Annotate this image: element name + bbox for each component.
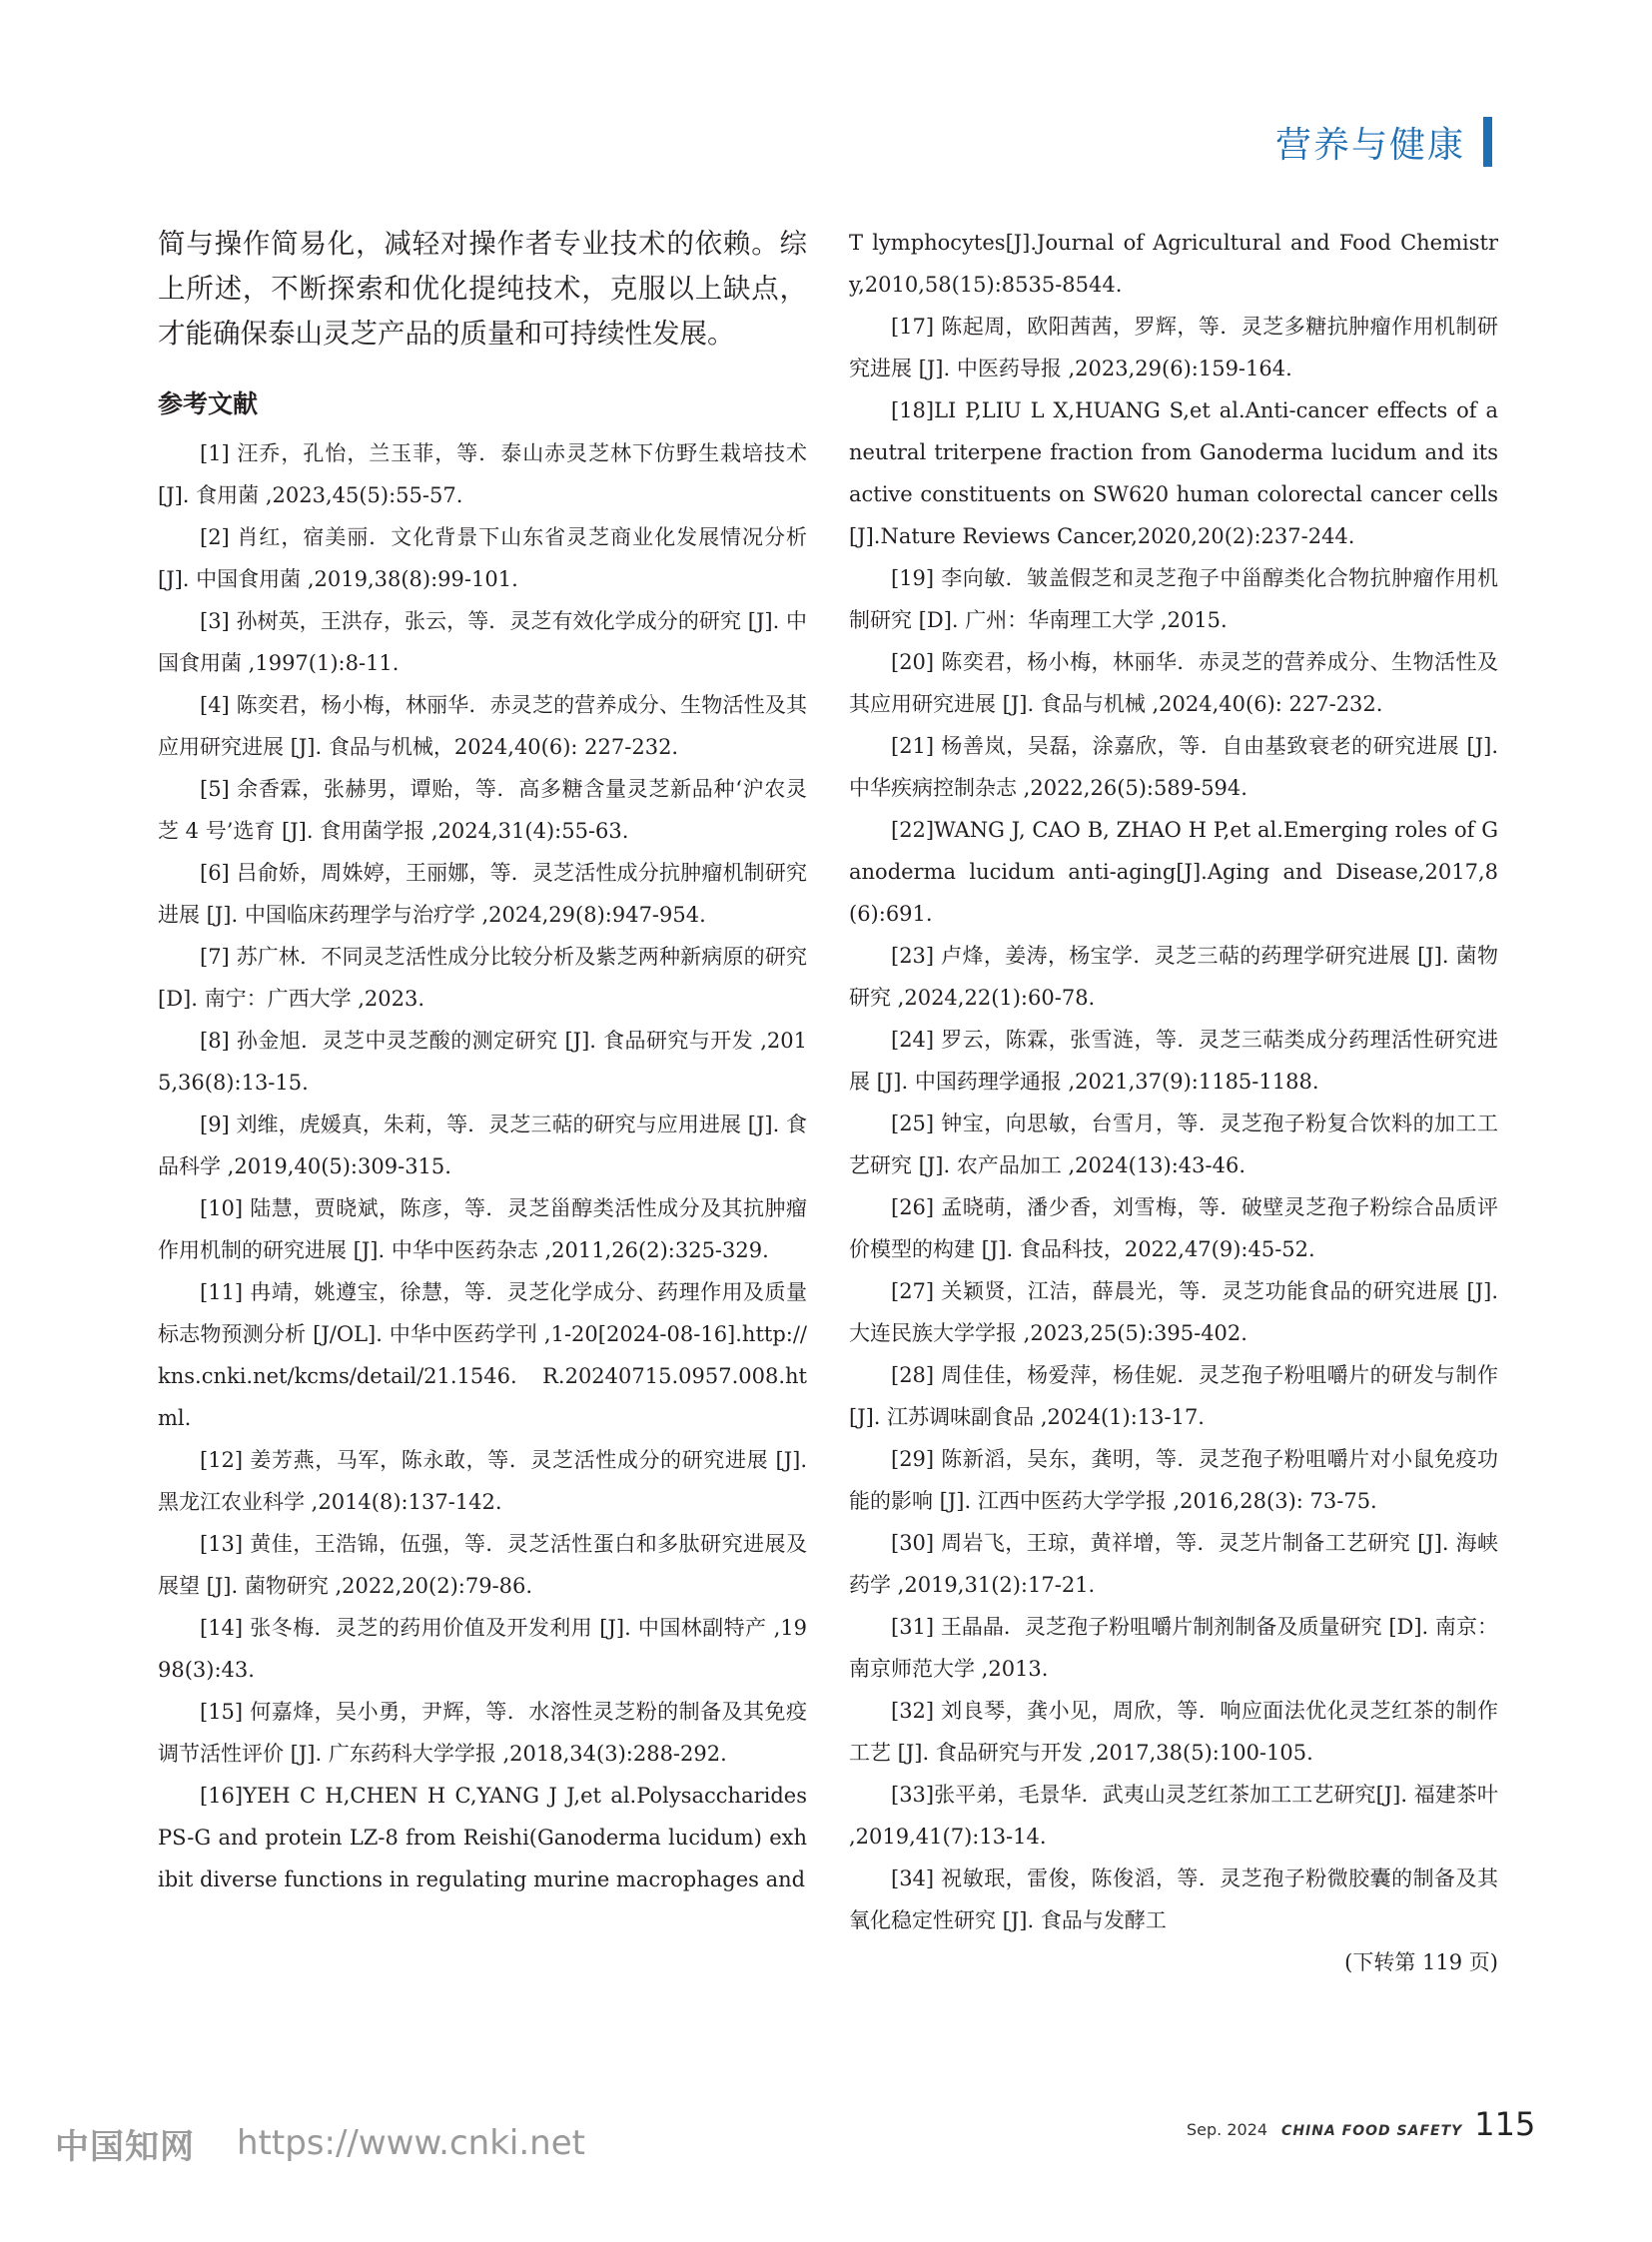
cnki-watermark [55,2119,585,2167]
reference-item: [2] 肖红，宿美丽．文化背景下山东省灵芝商业化发展情况分析 [J]. 中国食用菌 ,2019,38(8):99-101. [158,525,807,591]
reference-item: [25] 钟宝，向思敏，台雪月，等．灵芝孢子粉复合饮料的加工工艺研究 [J]. 农产品加工 ,2024(13):43-46. [849,1112,1498,1177]
reference-item: [11] 冉靖，姚遵宝，徐慧，等．灵芝化学成分、药理作用及质量标志物预测分析 [J/OL]. 中华中医药学刊 ,1-20[2024-08-16].http://kns.cnki.net/kcms/detail/21.1546. R.20240715.0957.008.html. [158,1280,807,1430]
right-column [849,222,1498,1983]
reference-item: [33]张平弟，毛景华．武夷山灵芝红茶加工工艺研究[J]. 福建茶叶 ,2019,41(7):13-14. [849,1783,1498,1849]
reference-item: [34] 祝敏珉，雷俊，陈俊滔，等．灵芝孢子粉微胶囊的制备及其氧化稳定性研究 [J]. 食品与发酵工 [849,1867,1498,1932]
reference-item: [32] 刘良琴，龚小见，周欣，等．响应面法优化灵芝红茶的制作工艺 [J]. 食品研究与开发 ,2017,38(5):100-105. [849,1699,1498,1765]
reference-item: [18]LI P,LIU L X,HUANG S,et al.Anti-cancer effects of a neutral triterpene fraction from Ganoderma lucidum and its active constituents on SW620 human colorectal cancer cells[J].Nature Reviews Cancer,2020,20(2):237-244. [849,398,1498,548]
page-footer [1187,2105,1535,2151]
section-header [1275,112,1492,172]
reference-item: [13] 黄佳，王浩锦，伍强，等．灵芝活性蛋白和多肽研究进展及展望 [J]. 菌物研究 ,2022,20(2):79-86. [158,1532,807,1598]
reference-item: [15] 何嘉烽，吴小勇，尹辉，等．水溶性灵芝粉的制备及其免疫调节活性评价 [J]. 广东药科大学学报 ,2018,34(3):288-292. [158,1700,807,1766]
reference-item: [12] 姜芳燕，马军，陈永敢，等．灵芝活性成分的研究进展 [J]. 黑龙江农业科学 ,2014(8):137-142. [158,1448,807,1514]
page-number: 115 [1474,2105,1536,2143]
reference-item: [23] 卢烽，姜涛，杨宝学．灵芝三萜的药理学研究进展 [J]. 菌物研究 ,2024,22(1):60-78. [849,944,1498,1010]
reference-item: [8] 孙金旭．灵芝中灵芝酸的测定研究 [J]. 食品研究与开发 ,2015,36(8):13-15. [158,1029,807,1095]
reference-item: [30] 周岩飞，王琼，黄祥增，等．灵芝片制备工艺研究 [J]. 海峡药学 ,2019,31(2):17-21. [849,1531,1498,1597]
left-column [158,222,807,1900]
reference-item: [16]YEH C H,CHEN H C,YANG J J,et al.Polysaccharides PS-G and protein LZ-8 from Reishi(Ganoderma lucidum) exhibit diverse functions in regulating murine macrophages and [158,1784,807,1891]
journal-name: CHINA FOOD SAFETY [1281,2123,1463,2139]
reference-item: [9] 刘维，虎媛真，朱莉，等．灵芝三萜的研究与应用进展 [J]. 食品科学 ,2019,40(5):309-315. [158,1113,807,1178]
reference-item: [22]WANG J, CAO B, ZHAO H P,et al.Emerging roles of Ganoderma lucidum anti-aging[J].Aging and Disease,2017,8(6):691. [849,818,1498,926]
reference-item: [31] 王晶晶．灵芝孢子粉咀嚼片制剂制备及质量研究 [D]. 南京：南京师范大学 ,2013. [849,1615,1498,1681]
reference-item: [20] 陈奕君，杨小梅，林丽华．赤灵芝的营养成分、生物活性及其应用研究进展 [J]. 食品与机械 ,2024,40(6): 227-232. [849,650,1498,716]
reference-item: [21] 杨善岚，吴磊，涂嘉欣，等．自由基致衰老的研究进展 [J]. 中华疾病控制杂志 ,2022,26(5):589-594. [849,734,1498,800]
continued-note: (下转第 119 页) [1344,1950,1498,1974]
reference-item: [24] 罗云，陈霖，张雪涟，等．灵芝三萜类成分药理活性研究进展 [J]. 中国药理学通报 ,2021,37(9):1185-1188. [849,1028,1498,1094]
reference-item: [14] 张冬梅．灵芝的药用价值及开发利用 [J]. 中国林副特产 ,1998(3):43. [158,1616,807,1682]
section-title: 营养与健康 [1274,124,1465,166]
reference-item: [27] 关颖贤，江洁，薛晨光，等．灵芝功能食品的研究进展 [J]. 大连民族大学学报 ,2023,25(5):395-402. [849,1279,1498,1345]
reference-item: [26] 孟晓萌，潘少香，刘雪梅，等．破壁灵芝孢子粉综合品质评价模型的构建 [J]. 食品科技，2022,47(9):45-52. [849,1195,1498,1261]
issue-date: Sep. 2024 [1187,2120,1268,2139]
reference-item: [3] 孙树英，王洪存，张云，等．灵芝有效化学成分的研究 [J]. 中国食用菌 ,1997(1):8-11. [158,609,807,675]
reference-item: [1] 汪乔，孔怡，兰玉菲，等．泰山赤灵芝林下仿野生栽培技术 [J]. 食用菌 ,2023,45(5):55-57. [158,441,807,507]
cnki-logo: 中国知网 [55,2126,195,2167]
reference-item: [17] 陈起周，欧阳茜茜，罗辉，等．灵芝多糖抗肿瘤作用机制研究进展 [J]. 中医药导报 ,2023,29(6):159-164. [849,315,1498,380]
reference-item: [6] 吕俞娇，周姝婷，王丽娜，等．灵芝活性成分抗肿瘤机制研究进展 [J]. 中国临床药理学与治疗学 ,2024,29(8):947-954. [158,861,807,927]
reference-item: [10] 陆慧，贾晓斌，陈彦，等．灵芝甾醇类活性成分及其抗肿瘤作用机制的研究进展 [J]. 中华中医药杂志 ,2011,26(2):325-329. [158,1196,807,1262]
reference-item: [4] 陈奕君，杨小梅，林丽华．赤灵芝的营养成分、生物活性及其应用研究进展 [J]. 食品与机械，2024,40(6): 227-232. [158,693,807,759]
reference-item-continued: T lymphocytes[J].Journal of Agricultural and Food Chemistry,2010,58(15):8535-8544. [849,231,1498,297]
reference-item: [7] 苏广林．不同灵芝活性成分比较分析及紫芝两种新病原的研究 [D]. 南宁：广西大学 ,2023. [158,945,807,1011]
reference-item: [5] 余香霖，张赫男，谭贻，等．高多糖含量灵芝新品种‘沪农灵芝 4 号’选育 [J]. 食用菌学报 ,2024,31(4):55-63. [158,777,807,843]
intro-paragraph: 简与操作简易化，减轻对操作者专业技术的依赖。综上所述，不断探索和优化提纯技术，克服以上缺点，才能确保泰山灵芝产品的质量和可持续性发展。 [158,228,807,350]
section-bar-icon [1483,117,1492,167]
cnki-url[interactable]: https://www.cnki.net [237,2123,585,2163]
reference-item: [19] 李向敏．皱盖假芝和灵芝孢子中甾醇类化合物抗肿瘤作用机制研究 [D]. 广州：华南理工大学 ,2015. [849,566,1498,632]
reference-item: [28] 周佳佳，杨爱萍，杨佳妮．灵芝孢子粉咀嚼片的研发与制作 [J]. 江苏调味副食品 ,2024(1):13-17. [849,1363,1498,1429]
reference-item: [29] 陈新滔，吴东，龚明，等．灵芝孢子粉咀嚼片对小鼠免疫功能的影响 [J]. 江西中医药大学学报 ,2016,28(3): 73-75. [849,1447,1498,1513]
references-heading: 参考文献 [158,389,259,418]
